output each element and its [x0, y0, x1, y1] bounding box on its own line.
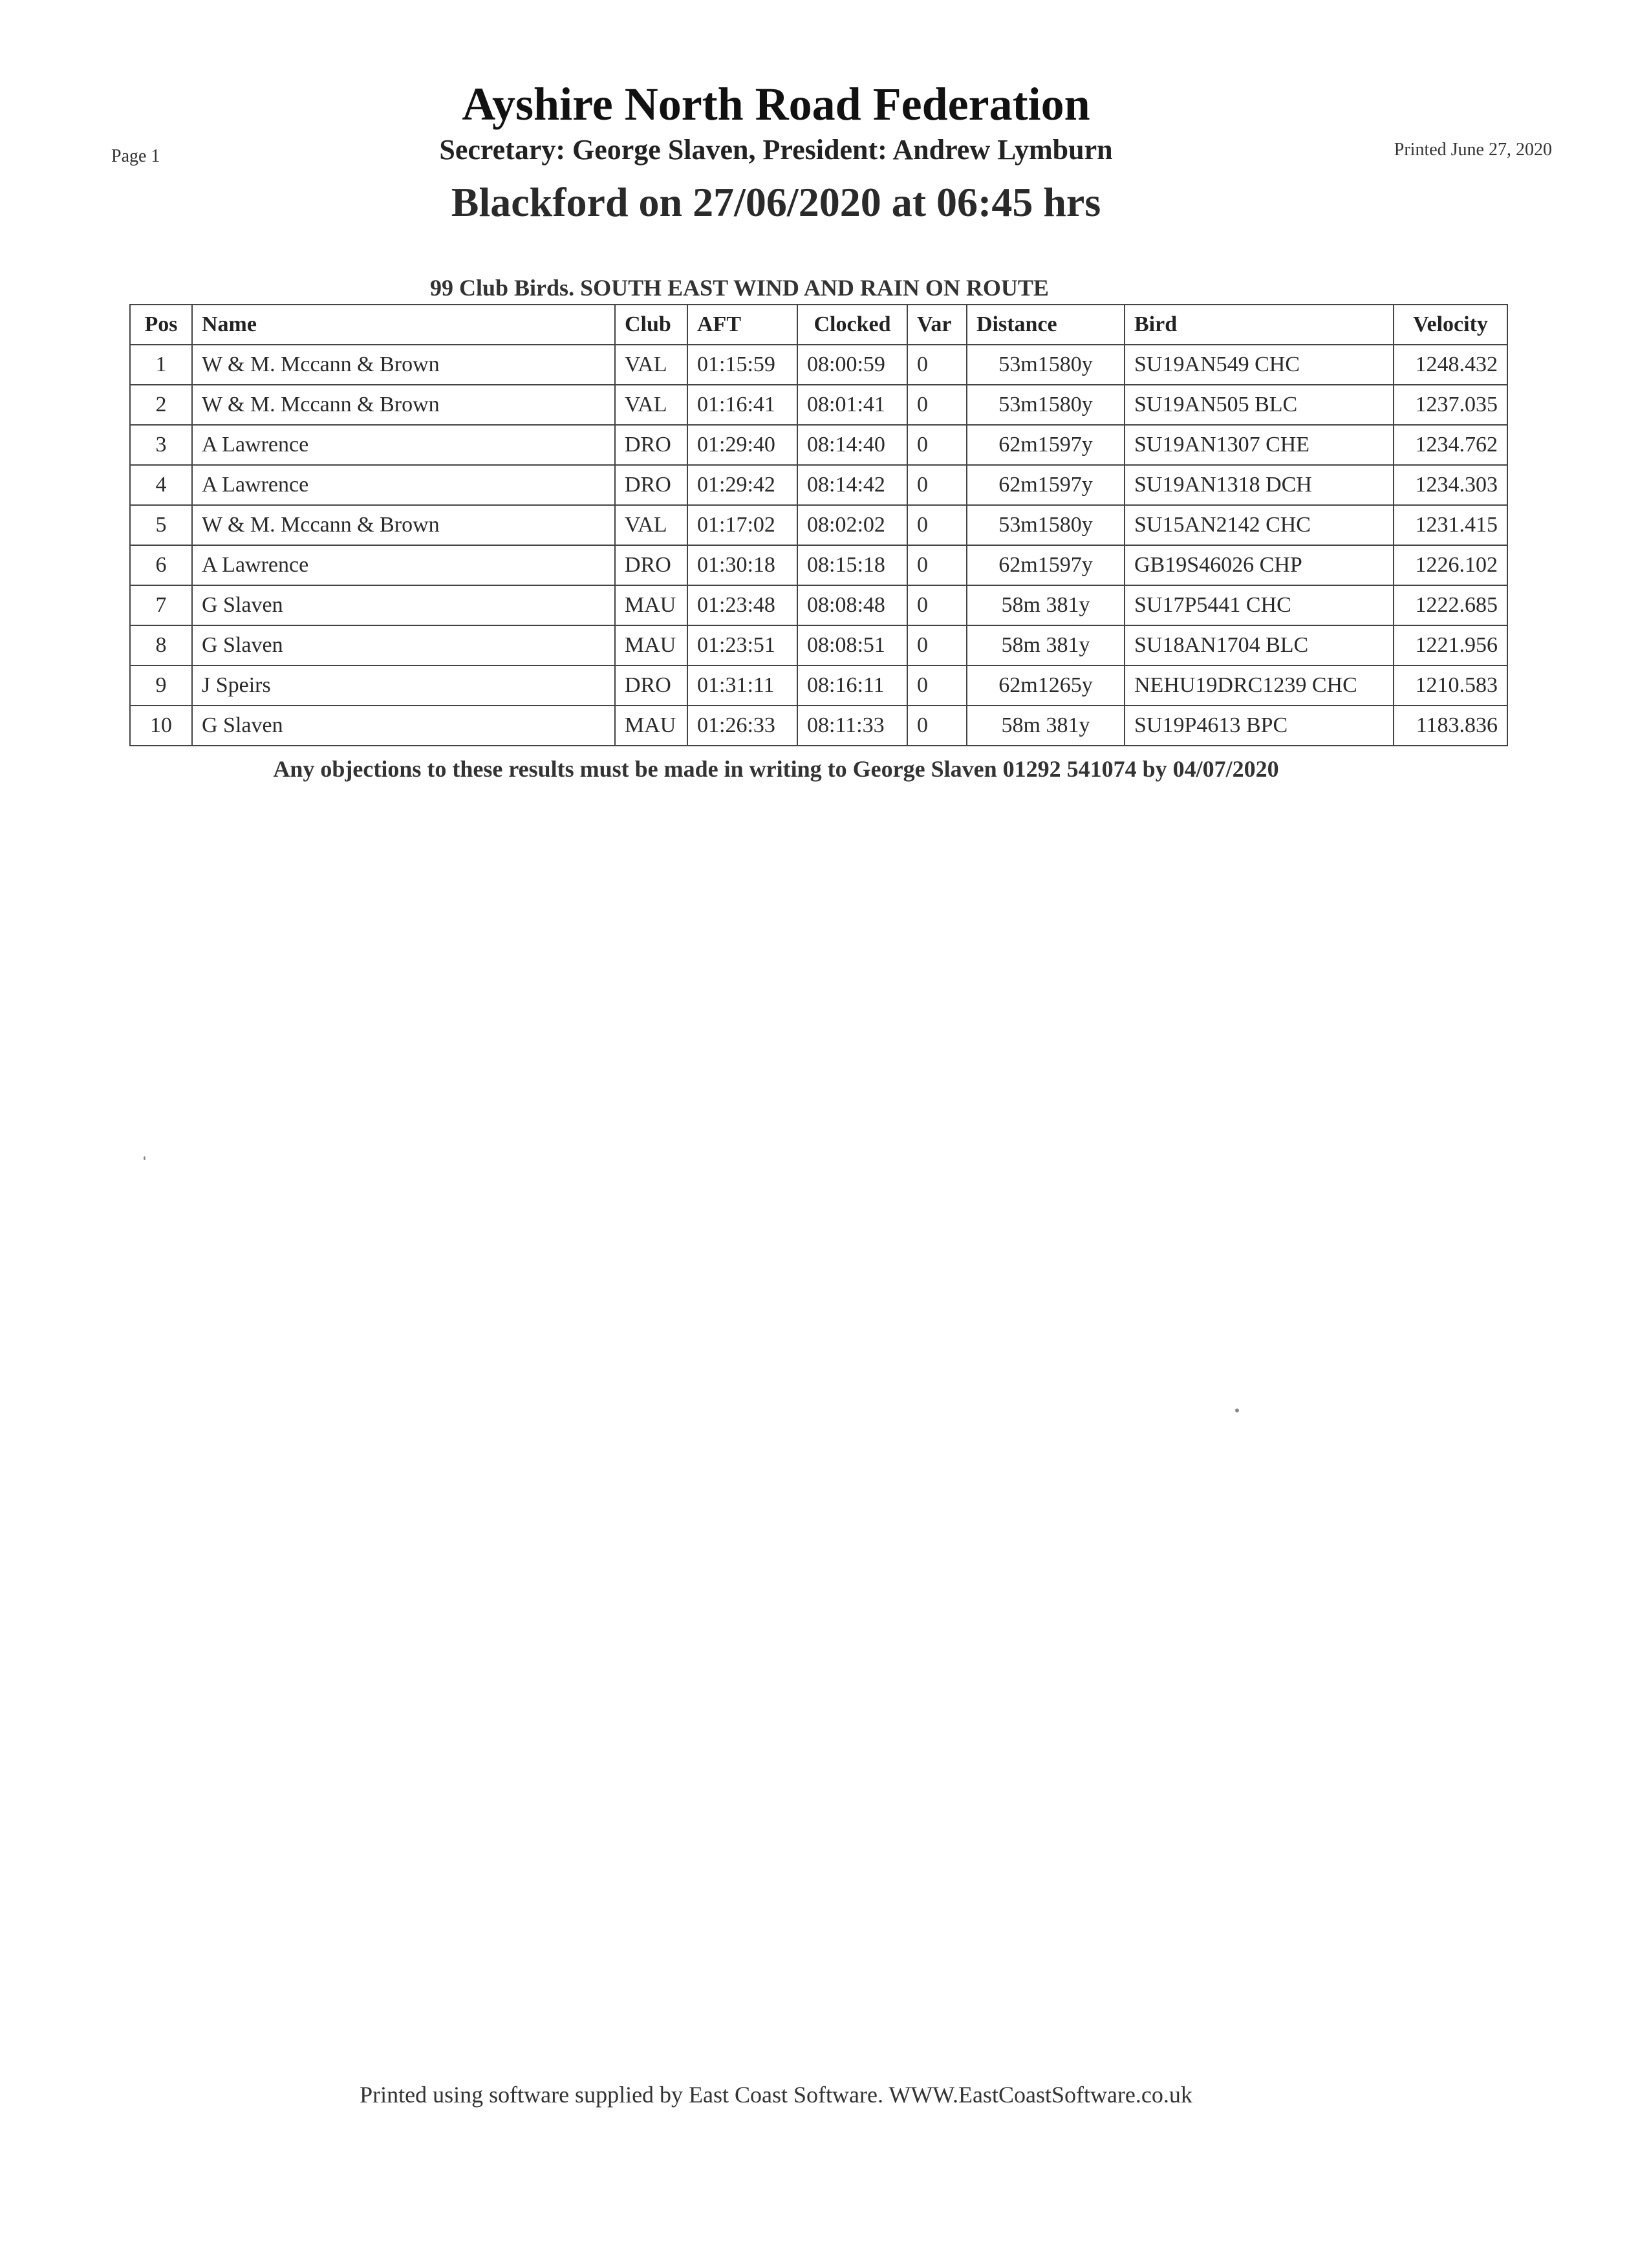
cell-bird: SU19AN549 CHC	[1125, 345, 1394, 385]
cell-distance: 53m1580y	[967, 345, 1125, 385]
cell-bird: SU19P4613 BPC	[1125, 706, 1394, 746]
race-heading: Blackford on 27/06/2020 at 06:45 hrs	[451, 179, 1101, 225]
cell-pos: 7	[130, 585, 192, 625]
cell-aft: 01:23:51	[687, 625, 797, 665]
page-number: Page 1	[111, 146, 160, 166]
cell-club: VAL	[615, 505, 687, 545]
scan-speck	[1235, 1409, 1239, 1412]
cell-var: 0	[907, 385, 967, 425]
cell-name: W & M. Mccann & Brown	[192, 505, 615, 545]
cell-aft: 01:30:18	[687, 545, 797, 585]
column-header-pos: Pos	[130, 305, 192, 345]
cell-clocked: 08:14:40	[797, 425, 907, 465]
column-header-var: Var	[907, 305, 967, 345]
cell-clocked: 08:08:48	[797, 585, 907, 625]
cell-bird: GB19S46026 CHP	[1125, 545, 1394, 585]
results-table	[129, 304, 1508, 746]
cell-velocity: 1248.432	[1394, 345, 1507, 385]
cell-pos: 8	[130, 625, 192, 665]
cell-club: DRO	[615, 465, 687, 505]
cell-distance: 53m1580y	[967, 505, 1125, 545]
table-row	[130, 625, 1507, 665]
cell-name: A Lawrence	[192, 545, 615, 585]
cell-aft: 01:23:48	[687, 585, 797, 625]
cell-aft: 01:29:42	[687, 465, 797, 505]
cell-velocity: 1234.303	[1394, 465, 1507, 505]
cell-distance: 58m 381y	[967, 706, 1125, 746]
cell-pos: 4	[130, 465, 192, 505]
cell-aft: 01:29:40	[687, 425, 797, 465]
cell-bird: SU19AN1307 CHE	[1125, 425, 1394, 465]
column-header-club: Club	[615, 305, 687, 345]
cell-velocity: 1222.685	[1394, 585, 1507, 625]
federation-title: Ayshire North Road Federation	[462, 78, 1090, 130]
cell-var: 0	[907, 706, 967, 746]
cell-bird: SU15AN2142 CHC	[1125, 505, 1394, 545]
cell-aft: 01:16:41	[687, 385, 797, 425]
officials-subtitle: Secretary: George Slaven, President: Andrew Lymburn	[439, 134, 1113, 166]
column-header-bird: Bird	[1125, 305, 1394, 345]
cell-pos: 2	[130, 385, 192, 425]
cell-bird: SU18AN1704 BLC	[1125, 625, 1394, 665]
cell-name: W & M. Mccann & Brown	[192, 385, 615, 425]
cell-name: W & M. Mccann & Brown	[192, 345, 615, 385]
printed-date: Printed June 27, 2020	[1394, 140, 1552, 160]
cell-distance: 53m1580y	[967, 385, 1125, 425]
cell-clocked: 08:00:59	[797, 345, 907, 385]
cell-var: 0	[907, 465, 967, 505]
cell-club: MAU	[615, 706, 687, 746]
cell-clocked: 08:11:33	[797, 706, 907, 746]
cell-var: 0	[907, 345, 967, 385]
cell-aft: 01:26:33	[687, 706, 797, 746]
column-header-velocity: Velocity	[1394, 305, 1507, 345]
column-header-distance: Distance	[967, 305, 1125, 345]
cell-pos: 3	[130, 425, 192, 465]
cell-name: J Speirs	[192, 665, 615, 706]
cell-name: G Slaven	[192, 585, 615, 625]
column-header-aft: AFT	[687, 305, 797, 345]
cell-pos: 9	[130, 665, 192, 706]
cell-pos: 6	[130, 545, 192, 585]
cell-var: 0	[907, 625, 967, 665]
cell-var: 0	[907, 545, 967, 585]
cell-pos: 1	[130, 345, 192, 385]
table-row	[130, 706, 1507, 746]
cell-aft: 01:15:59	[687, 345, 797, 385]
cell-distance: 62m1597y	[967, 425, 1125, 465]
table-row	[130, 665, 1507, 706]
cell-distance: 62m1265y	[967, 665, 1125, 706]
cell-clocked: 08:16:11	[797, 665, 907, 706]
table-row	[130, 385, 1507, 425]
table-row	[130, 425, 1507, 465]
table-row	[130, 505, 1507, 545]
cell-club: MAU	[615, 585, 687, 625]
cell-club: DRO	[615, 665, 687, 706]
scan-speck	[144, 1156, 146, 1160]
cell-var: 0	[907, 505, 967, 545]
cell-name: G Slaven	[192, 706, 615, 746]
table-row	[130, 585, 1507, 625]
cell-pos: 10	[130, 706, 192, 746]
cell-aft: 01:17:02	[687, 505, 797, 545]
cell-bird: SU19AN505 BLC	[1125, 385, 1394, 425]
cell-clocked: 08:01:41	[797, 385, 907, 425]
cell-club: VAL	[615, 345, 687, 385]
cell-distance: 58m 381y	[967, 625, 1125, 665]
cell-bird: SU17P5441 CHC	[1125, 585, 1394, 625]
cell-club: VAL	[615, 385, 687, 425]
cell-var: 0	[907, 425, 967, 465]
cell-velocity: 1234.762	[1394, 425, 1507, 465]
cell-name: A Lawrence	[192, 465, 615, 505]
cell-bird: SU19AN1318 DCH	[1125, 465, 1394, 505]
table-caption: 99 Club Birds. SOUTH EAST WIND AND RAIN ON ROUTE	[430, 275, 1049, 301]
cell-club: MAU	[615, 625, 687, 665]
cell-var: 0	[907, 665, 967, 706]
software-footer: Printed using software supplied by East Coast Software. WWW.EastCoastSoftware.co.uk	[360, 2082, 1192, 2108]
cell-velocity: 1183.836	[1394, 706, 1507, 746]
cell-club: DRO	[615, 545, 687, 585]
cell-name: G Slaven	[192, 625, 615, 665]
cell-clocked: 08:08:51	[797, 625, 907, 665]
cell-club: DRO	[615, 425, 687, 465]
table-row	[130, 465, 1507, 505]
column-header-name: Name	[192, 305, 615, 345]
cell-name: A Lawrence	[192, 425, 615, 465]
cell-bird: NEHU19DRC1239 CHC	[1125, 665, 1394, 706]
cell-distance: 62m1597y	[967, 545, 1125, 585]
cell-velocity: 1231.415	[1394, 505, 1507, 545]
cell-distance: 58m 381y	[967, 585, 1125, 625]
table-row	[130, 345, 1507, 385]
cell-velocity: 1226.102	[1394, 545, 1507, 585]
cell-clocked: 08:14:42	[797, 465, 907, 505]
cell-clocked: 08:02:02	[797, 505, 907, 545]
cell-velocity: 1221.956	[1394, 625, 1507, 665]
cell-var: 0	[907, 585, 967, 625]
column-header-clocked: Clocked	[797, 305, 907, 345]
cell-pos: 5	[130, 505, 192, 545]
cell-velocity: 1210.583	[1394, 665, 1507, 706]
cell-aft: 01:31:11	[687, 665, 797, 706]
table-row	[130, 545, 1507, 585]
objection-notice: Any objections to these results must be made in writing to George Slaven 01292 541074 by 04/07/2020	[273, 756, 1279, 782]
cell-clocked: 08:15:18	[797, 545, 907, 585]
table-header-row	[130, 305, 1507, 345]
cell-velocity: 1237.035	[1394, 385, 1507, 425]
cell-distance: 62m1597y	[967, 465, 1125, 505]
